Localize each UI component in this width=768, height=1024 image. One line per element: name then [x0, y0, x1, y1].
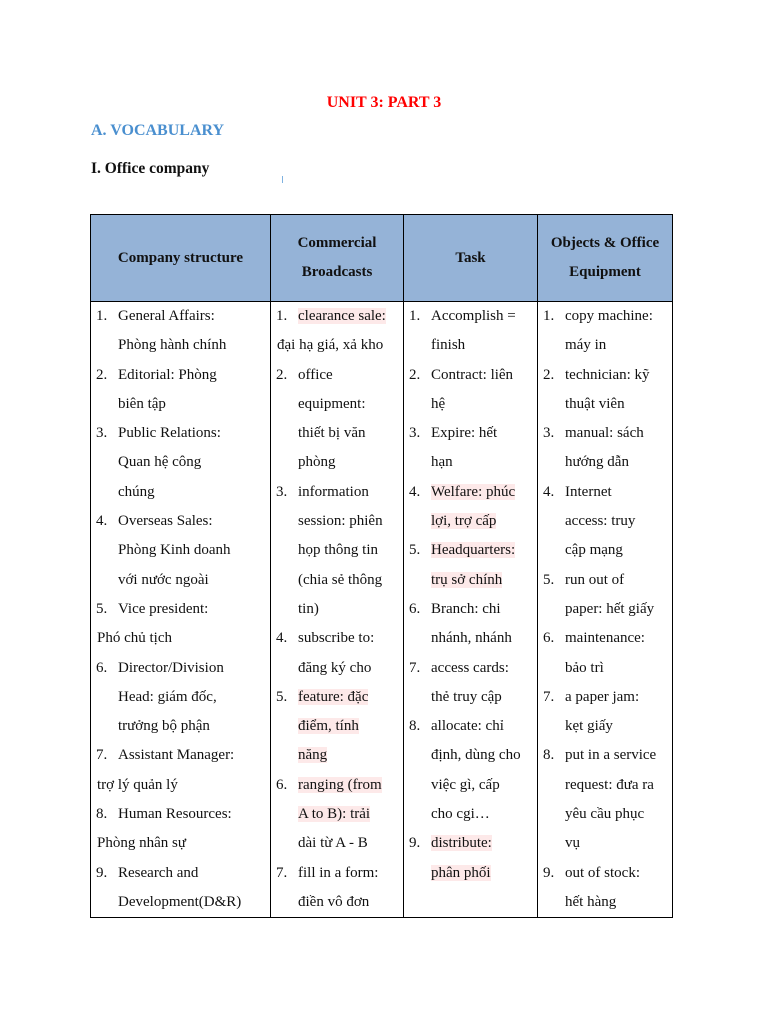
vocab-item-line [404, 624, 537, 653]
header-company-structure: Company structure [91, 215, 271, 302]
item-number: 4. [409, 483, 421, 500]
vocab-item-line [271, 859, 403, 888]
vocab-item-line [91, 859, 270, 888]
item-text: Research and [118, 864, 199, 881]
item-text: đại hạ giá, xả kho [277, 337, 384, 354]
item-number: 5. [543, 571, 555, 588]
item-text: office [298, 366, 333, 383]
item-text: Branch: chi [431, 600, 501, 617]
vocab-item-line [91, 448, 270, 477]
vocab-item-line [538, 390, 672, 419]
item-text: General Affairs: [118, 308, 215, 324]
item-text: điền vô đơn [298, 893, 370, 910]
item-number: 2. [96, 366, 108, 383]
item-number: 2. [543, 366, 555, 383]
item-text: vụ [565, 835, 580, 852]
vocab-item-line [404, 683, 537, 712]
item-text: allocate: chỉ [431, 718, 504, 735]
item-number: 7. [409, 659, 421, 676]
item-number: 1. [543, 308, 555, 324]
item-text: yêu cầu phục [565, 806, 645, 823]
vocab-item-line [91, 741, 270, 770]
vocab-item-line [91, 478, 270, 507]
item-text: (chia sẻ thông [298, 571, 383, 588]
item-text: Quan hệ công [118, 454, 202, 471]
item-text: Public Relations: [118, 425, 221, 442]
vocab-item-line [404, 800, 537, 829]
item-text: dài từ A - B [298, 835, 368, 852]
vocab-item-line [404, 654, 537, 683]
vocab-item-line [404, 478, 537, 507]
header-commercial-broadcasts: Commercial Broadcasts [271, 215, 404, 302]
column-task [404, 302, 538, 918]
vocab-item-line [271, 654, 403, 683]
vocab-item-line [404, 361, 537, 390]
vocab-item-line [538, 859, 672, 888]
item-number: 3. [409, 425, 421, 442]
vocab-item-line [91, 361, 270, 390]
vocab-item-line [538, 448, 672, 477]
header-objects-office-equipment: Objects & Office Equipment [538, 215, 673, 302]
item-text: a paper jam: [565, 688, 640, 705]
item-text: maintenance: [565, 630, 645, 647]
vocab-item-line [538, 302, 672, 331]
item-text: thẻ truy cập [431, 688, 502, 705]
vocab-item-line [538, 683, 672, 712]
item-number: 5. [276, 688, 288, 705]
item-number: 7. [276, 864, 288, 881]
item-text: họp thông tin [298, 542, 379, 559]
vocab-item-line [271, 302, 403, 331]
item-text: access: truy [565, 513, 636, 530]
item-text: trợ lý quản lý [97, 776, 178, 793]
item-number: 6. [409, 600, 421, 617]
item-number: 7. [96, 747, 108, 764]
vocab-item-line [91, 712, 270, 741]
item-text: access cards: [431, 659, 509, 676]
vocab-item-line [538, 888, 672, 917]
item-number: 6. [96, 659, 108, 676]
item-text: Expire: hết [431, 425, 498, 442]
vocab-item-line [404, 536, 537, 565]
item-text: Internet [565, 483, 612, 500]
item-text: hệ [431, 395, 446, 412]
vocab-item-line [538, 507, 672, 536]
item-text: hướng dẫn [565, 454, 629, 471]
item-text: copy machine: [565, 308, 653, 324]
page-title: UNIT 3: PART 3 [326, 94, 442, 111]
vocab-item-line [538, 566, 672, 595]
vocab-item-line [404, 507, 537, 536]
vocab-item-line [271, 829, 403, 858]
vocab-item-line [271, 624, 403, 653]
vocab-item-line [91, 536, 270, 565]
item-text: việc gì, cấp [431, 776, 500, 793]
item-text: cho cgi… [431, 806, 490, 823]
item-text: finish [431, 337, 466, 354]
vocab-item-line [271, 771, 403, 800]
item-number: 1. [276, 308, 288, 324]
subsection-heading-office-company: I. Office company [91, 160, 210, 177]
vocab-item-line [91, 595, 270, 624]
vocab-item-line [538, 419, 672, 448]
item-text: Vice president: [118, 600, 209, 617]
item-text: Head: giám đốc, [118, 688, 217, 705]
item-text: trưởng bộ phận [118, 718, 210, 735]
item-text: năng [298, 747, 328, 764]
item-text: fill in a form: [298, 864, 379, 881]
vocab-item-line [91, 829, 270, 858]
item-text: Phòng nhân sự [97, 835, 186, 852]
vocab-item-line [271, 800, 403, 829]
item-text: trụ sở chính [431, 571, 503, 588]
item-text: subscribe to: [298, 630, 375, 647]
item-number: 2. [276, 366, 288, 383]
vocab-item-line [404, 829, 537, 858]
column-objects-office-equipment [538, 302, 673, 918]
vocab-list [91, 302, 270, 917]
vocab-item-line [538, 595, 672, 624]
vocab-list [404, 302, 537, 888]
vocab-item-line [91, 654, 270, 683]
vocab-list [271, 302, 403, 917]
vocab-item-line [271, 683, 403, 712]
item-text: phòng [298, 454, 336, 471]
column-commercial-broadcasts [271, 302, 404, 918]
header-task: Task [404, 215, 538, 302]
item-number: 4. [276, 630, 288, 647]
vocab-item-line [91, 390, 270, 419]
item-text: put in a service [565, 747, 657, 764]
vocab-item-line [538, 478, 672, 507]
vocab-item-line [538, 624, 672, 653]
vocab-item-line [271, 390, 403, 419]
item-text: nhánh, nhánh [431, 630, 512, 647]
item-text: Phòng hành chính [118, 337, 227, 354]
item-text: Welfare: phúc [431, 483, 516, 500]
item-text: Contract: liên [431, 366, 514, 383]
item-text: Phó chủ tịch [97, 630, 172, 647]
item-number: 7. [543, 688, 555, 705]
item-number: 3. [96, 425, 108, 442]
vocab-item-line [538, 829, 672, 858]
item-text: tin) [298, 600, 319, 617]
item-text: feature: đặc [298, 688, 369, 705]
item-text: Director/Division [118, 659, 224, 676]
item-number: 4. [96, 513, 108, 530]
item-text: technician: kỹ [565, 366, 650, 383]
vocab-item-line [91, 800, 270, 829]
section-heading-vocabulary: A. VOCABULARY [91, 122, 225, 139]
item-text: request: đưa ra [565, 776, 654, 793]
item-text: run out of [565, 571, 625, 588]
vocab-item-line [538, 536, 672, 565]
item-text: biên tập [118, 395, 166, 412]
item-number: 8. [543, 747, 555, 764]
vocab-item-line [271, 478, 403, 507]
vocab-item-line [404, 302, 537, 331]
vocab-item-line [91, 624, 270, 653]
vocab-item-line [91, 419, 270, 448]
item-text: ranging (from [298, 776, 382, 793]
item-number: 6. [543, 630, 555, 647]
item-text: chúng [118, 483, 155, 500]
vocab-item-line [538, 741, 672, 770]
item-text: hạn [431, 454, 453, 471]
item-text: Accomplish = [431, 308, 516, 324]
vocab-item-line [271, 448, 403, 477]
table-body-row [91, 302, 673, 918]
vocab-item-line [404, 771, 537, 800]
item-text: lợi, trợ cấp [431, 513, 497, 530]
stray-cursor-mark [282, 176, 283, 183]
item-text: hết hàng [565, 893, 617, 910]
vocab-item-line [271, 331, 403, 360]
item-text: Headquarters: [431, 542, 516, 559]
item-number: 9. [409, 835, 421, 852]
vocab-item-line [91, 302, 270, 331]
vocab-item-line [538, 331, 672, 360]
item-number: 5. [409, 542, 421, 559]
item-number: 3. [276, 483, 288, 500]
vocab-item-line [404, 448, 537, 477]
table-header-row [91, 215, 673, 302]
vocab-item-line [404, 419, 537, 448]
item-number: 1. [409, 308, 421, 324]
vocab-item-line [271, 419, 403, 448]
item-text: cập mạng [565, 542, 623, 559]
vocab-item-line [538, 654, 672, 683]
item-number: 1. [96, 308, 108, 324]
vocabulary-table [90, 214, 673, 918]
vocab-item-line [91, 888, 270, 917]
item-text: Phòng Kinh doanh [118, 542, 231, 559]
vocab-item-line [271, 741, 403, 770]
vocab-item-line [404, 712, 537, 741]
vocab-item-line [271, 361, 403, 390]
vocab-item-line [538, 771, 672, 800]
item-text: session: phiên [298, 513, 383, 530]
item-text: Overseas Sales: [118, 513, 213, 530]
item-text: đăng ký cho [298, 659, 372, 676]
vocab-item-line [91, 566, 270, 595]
item-text: định, dùng cho [431, 747, 521, 764]
item-text: Editorial: Phòng [118, 366, 217, 383]
vocab-item-line [271, 507, 403, 536]
vocab-item-line [404, 741, 537, 770]
vocab-item-line [91, 771, 270, 800]
vocab-item-line [404, 859, 537, 888]
item-number: 3. [543, 425, 555, 442]
vocab-item-line [91, 683, 270, 712]
vocab-item-line [404, 595, 537, 624]
item-number: 4. [543, 483, 555, 500]
vocab-item-line [91, 507, 270, 536]
vocab-item-line [271, 712, 403, 741]
item-text: out of stock: [565, 864, 640, 881]
item-number: 6. [276, 776, 288, 793]
item-text: equipment: [298, 395, 366, 412]
vocab-item-line [538, 800, 672, 829]
item-text: A to B): trải [298, 806, 371, 823]
vocab-item-line [404, 390, 537, 419]
item-text: clearance sale: [298, 308, 386, 324]
item-text: điểm, tính [298, 718, 359, 735]
item-text: information [298, 483, 369, 500]
item-text: Assistant Manager: [118, 747, 235, 764]
item-text: kẹt giấy [565, 718, 613, 735]
item-number: 9. [543, 864, 555, 881]
item-number: 8. [409, 718, 421, 735]
vocab-item-line [538, 712, 672, 741]
item-text: thiết bị văn [298, 425, 366, 442]
item-text: máy in [565, 337, 607, 354]
item-text: với nước ngoài [118, 571, 209, 588]
item-text: paper: hết giấy [565, 600, 655, 617]
vocab-item-line [538, 361, 672, 390]
vocab-item-line [271, 595, 403, 624]
item-text: Development(D&R) [118, 893, 242, 910]
item-text: Human Resources: [118, 806, 232, 823]
item-number: 2. [409, 366, 421, 383]
vocab-item-line [91, 331, 270, 360]
item-text: bảo trì [565, 659, 604, 676]
vocab-item-line [271, 536, 403, 565]
item-number: 8. [96, 806, 108, 823]
item-text: manual: sách [565, 425, 644, 442]
item-text: thuật viên [565, 395, 625, 412]
item-text: distribute: [431, 835, 492, 852]
vocab-item-line [271, 566, 403, 595]
column-company-structure [91, 302, 271, 918]
item-number: 5. [96, 600, 108, 617]
vocab-item-line [404, 566, 537, 595]
item-number: 9. [96, 864, 108, 881]
item-text: phân phối [431, 864, 491, 881]
vocab-list [538, 302, 672, 917]
vocab-item-line [271, 888, 403, 917]
vocab-item-line [404, 331, 537, 360]
